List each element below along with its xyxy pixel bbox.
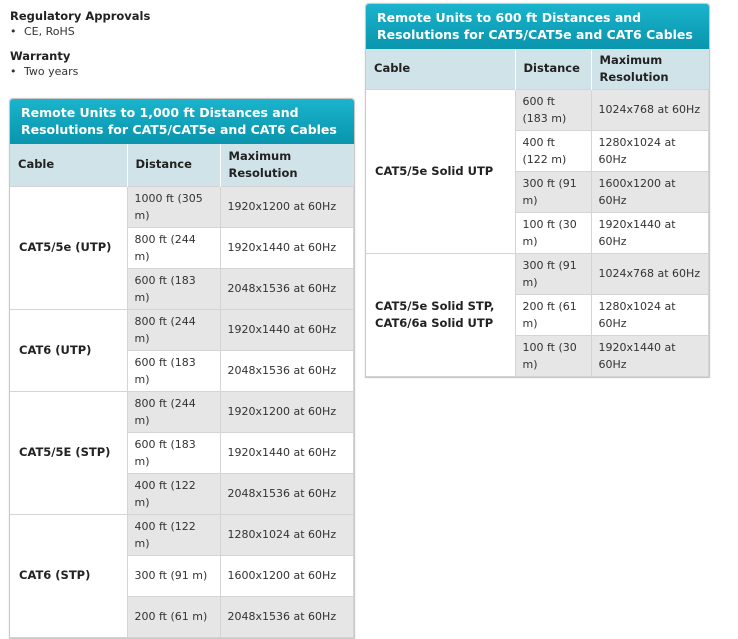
cable-type-cell: CAT5/5e Solid STP, CAT6/6a Solid UTP [366, 253, 515, 376]
resolution-cell: 1280x1024 at 60Hz [220, 514, 354, 555]
spec-item [10, 65, 78, 79]
resolution-cell: 1024x768 at 60Hz [591, 253, 709, 294]
resolution-cell: 1024x768 at 60Hz [591, 89, 709, 130]
spec-warranty [10, 49, 78, 79]
spec-heading: Warranty [10, 49, 71, 63]
resolution-cell: 2048x1536 at 60Hz [220, 596, 354, 637]
distance-cell: 600 ft (183 m) [127, 268, 220, 309]
distance-cell: 400 ft (122 m) [127, 473, 220, 514]
resolution-cell: 1280x1024 at 60Hz [591, 294, 709, 335]
cable-type-cell: CAT5/5e (UTP) [10, 186, 127, 309]
table-row [10, 391, 354, 432]
column-header-distance: Distance [127, 144, 220, 186]
distance-cell: 300 ft (91 m) [515, 171, 591, 212]
distance-cell: 1000 ft (305 m) [127, 186, 220, 227]
spec-list [10, 65, 78, 79]
distance-cell: 100 ft (30 m) [515, 212, 591, 253]
table-row [366, 253, 709, 294]
spec-item-text: CE, RoHS [24, 25, 75, 38]
distance-cell: 300 ft (91 m) [515, 253, 591, 294]
table-header-row [10, 144, 354, 186]
resolution-cell: 1920x1440 at 60Hz [591, 212, 709, 253]
resolution-cell: 1920x1440 at 60Hz [220, 227, 354, 268]
distance-cell: 800 ft (244 m) [127, 391, 220, 432]
distance-cell: 200 ft (61 m) [515, 294, 591, 335]
column-header-cable: Cable [366, 49, 515, 89]
distance-cell: 100 ft (30 m) [515, 335, 591, 376]
resolution-cell: 1920x1200 at 60Hz [220, 391, 354, 432]
resolution-cell: 1600x1200 at 60Hz [220, 555, 354, 596]
resolution-cell: 1920x1440 at 60Hz [591, 335, 709, 376]
bullet-icon: • [10, 65, 17, 78]
spec-heading: Regulatory Approvals [10, 9, 151, 23]
spec-item-text: Two years [24, 65, 79, 78]
cable-type-cell: CAT5/5E (STP) [10, 391, 127, 514]
table-row [366, 89, 709, 130]
resolution-cell: 2048x1536 at 60Hz [220, 268, 354, 309]
resolution-cell: 2048x1536 at 60Hz [220, 350, 354, 391]
cable-type-cell: CAT5/5e Solid UTP [366, 89, 515, 253]
table-row [10, 186, 354, 227]
distance-cell: 600 ft (183 m) [515, 89, 591, 130]
resolution-table-1000ft [9, 98, 355, 639]
distance-cell: 300 ft (91 m) [127, 555, 220, 596]
spec-item [10, 25, 150, 39]
cable-type-cell: CAT6 (STP) [10, 514, 127, 637]
resolution-cell: 1600x1200 at 60Hz [591, 171, 709, 212]
distance-cell: 400 ft (122 m) [515, 130, 591, 171]
resolution-cell: 1920x1440 at 60Hz [220, 432, 354, 473]
resolution-cell: 2048x1536 at 60Hz [220, 473, 354, 514]
resolution-table [10, 144, 354, 638]
resolution-cell: 1920x1200 at 60Hz [220, 186, 354, 227]
spec-regulatory [10, 9, 150, 39]
bullet-icon: • [10, 25, 17, 38]
resolution-cell: 1920x1440 at 60Hz [220, 309, 354, 350]
spec-list [10, 25, 150, 39]
column-header-resolution: Maximum Resolution [220, 144, 354, 186]
column-header-distance: Distance [515, 49, 591, 89]
table-title: Remote Units to 600 ft Distances and Resolutions for CAT5/CAT5e and CAT6 Cables [366, 4, 709, 49]
table-title: Remote Units to 1,000 ft Distances and Resolutions for CAT5/CAT5e and CAT6 Cables [10, 99, 354, 144]
resolution-table-600ft [365, 3, 710, 378]
distance-cell: 800 ft (244 m) [127, 227, 220, 268]
distance-cell: 800 ft (244 m) [127, 309, 220, 350]
table-row [10, 514, 354, 555]
cable-type-cell: CAT6 (UTP) [10, 309, 127, 391]
column-header-cable: Cable [10, 144, 127, 186]
distance-cell: 400 ft (122 m) [127, 514, 220, 555]
column-header-resolution: Maximum Resolution [591, 49, 709, 89]
distance-cell: 600 ft (183 m) [127, 350, 220, 391]
distance-cell: 200 ft (61 m) [127, 596, 220, 637]
resolution-cell: 1280x1024 at 60Hz [591, 130, 709, 171]
distance-cell: 600 ft (183 m) [127, 432, 220, 473]
table-row [10, 309, 354, 350]
resolution-table [366, 49, 709, 377]
table-header-row [366, 49, 709, 89]
